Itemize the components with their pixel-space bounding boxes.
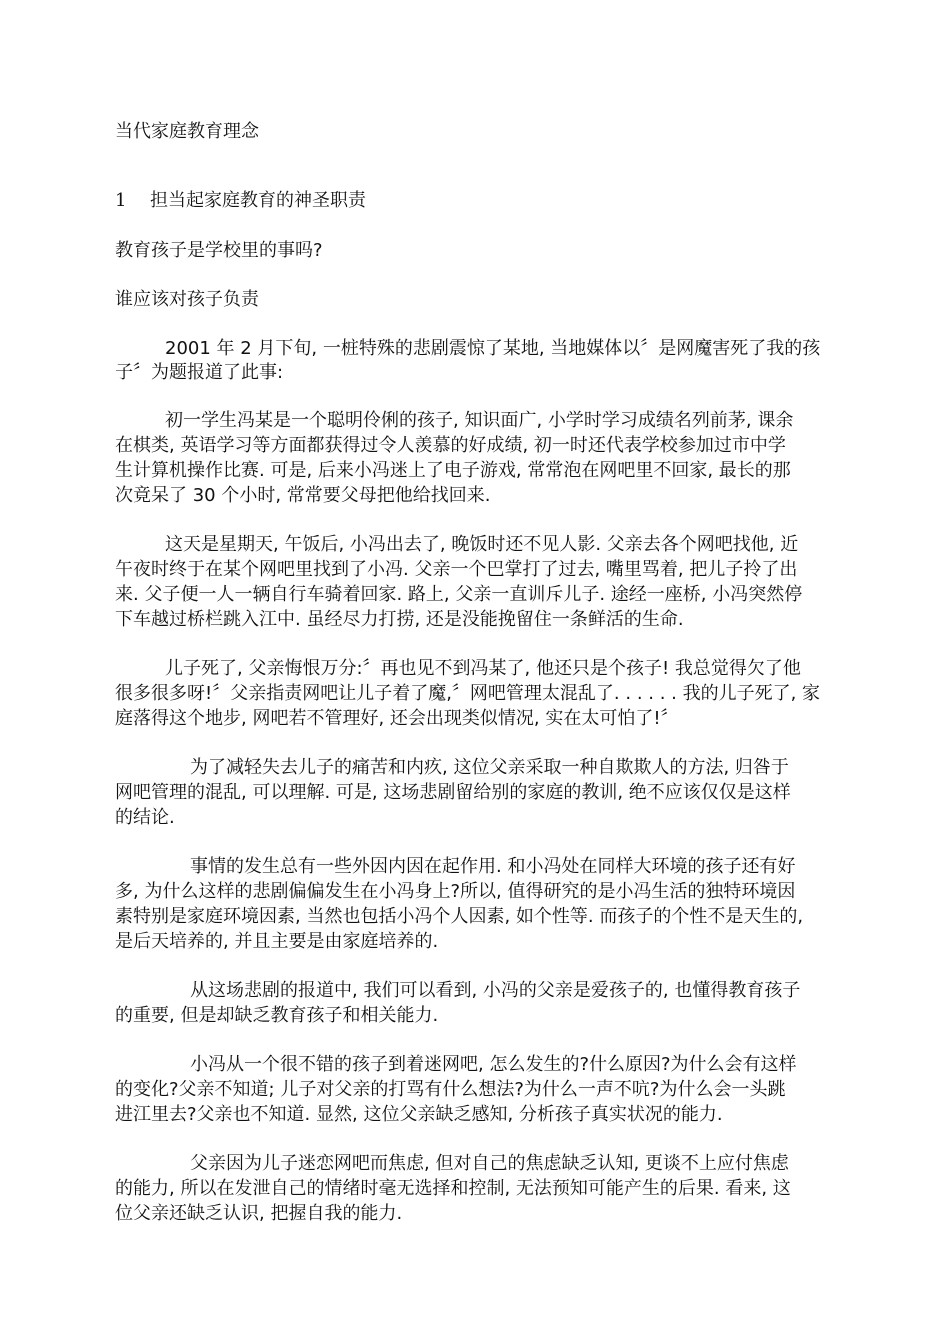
paragraph-line: 网吧管理的混乱, 可以理解. 可是, 这场悲剧留给别的家庭的教训, 绝不应该仅仅是这样 bbox=[115, 782, 791, 803]
paragraph-line: 次竟呆了 30 个小时, 常常要父母把他给找回来. bbox=[115, 485, 491, 506]
paragraph-line: 初一学生冯某是一个聪明伶俐的孩子, 知识面广, 小学时学习成绩名列前茅, 课余 bbox=[165, 410, 794, 431]
paragraph-line: 这天是星期天, 午饭后, 小冯出去了, 晚饭时还不见人影. 父亲去各个网吧找他, 近 bbox=[165, 534, 799, 555]
section-title: 担当起家庭教育的神圣职责 bbox=[150, 190, 366, 211]
paragraph-line: 午夜时终于在某个网吧里找到了小冯. 父亲一个巴掌打了过去, 嘴里骂着, 把儿子拎了出 bbox=[115, 559, 798, 580]
paragraph-line: 位父亲还缺乏认识, 把握自我的能力. bbox=[115, 1203, 403, 1224]
paragraph-line: 2001 年 2 月下旬, 一桩特殊的悲剧震惊了某地, 当地媒体以〞是网魔害死了我的孩 bbox=[165, 338, 821, 359]
paragraph-line: 父亲因为儿子迷恋网吧而焦虑, 但对自己的焦虑缺乏认知, 更谈不上应付焦虑 bbox=[190, 1153, 789, 1174]
paragraph-line: 子〞为题报道了此事: bbox=[115, 362, 284, 383]
paragraph-line: 很多很多呀!〞父亲指责网吧让儿子着了魔,〞网吧管理太混乱了. . . . . . 我的儿子死了, 家 bbox=[115, 683, 821, 704]
paragraph-line: 的变化?父亲不知道; 儿子对父亲的打骂有什么想法?为什么一声不吭?为什么会一头跳 bbox=[115, 1079, 786, 1100]
paragraph-line: 下车越过桥栏跳入江中. 虽经尽力打捞, 还是没能挽留住一条鲜活的生命. bbox=[115, 609, 684, 630]
paragraph-line: 的结论. bbox=[115, 807, 175, 828]
paragraph-line: 小冯从一个很不错的孩子到着迷网吧, 怎么发生的?什么原因?为什么会有这样 bbox=[190, 1054, 797, 1075]
paragraph-line: 是后天培养的, 并且主要是由家庭培养的. bbox=[115, 931, 439, 952]
paragraph-line: 从这场悲剧的报道中, 我们可以看到, 小冯的父亲是爱孩子的, 也懂得教育孩子 bbox=[190, 980, 801, 1001]
paragraph-line: 儿子死了, 父亲悔恨万分:〞再也见不到冯某了, 他还只是个孩子! 我总觉得欠了他 bbox=[165, 658, 801, 679]
paragraph-line: 的能力, 所以在发泄自己的情绪时毫无选择和控制, 无法预知可能产生的后果. 看来, 这 bbox=[115, 1178, 791, 1199]
subheading: 教育孩子是学校里的事吗? bbox=[115, 240, 323, 261]
paragraph-line: 来. 父子便一人一辆自行车骑着回家. 路上, 父亲一直训斥儿子. 途经一座桥, 小冯突然停 bbox=[115, 584, 803, 605]
section-number: 1 bbox=[115, 190, 127, 211]
paragraph-line: 的重要, 但是却缺乏教育孩子和相关能力. bbox=[115, 1005, 439, 1026]
paragraph-line: 为了减轻失去儿子的痛苦和内疚, 这位父亲采取一种自欺欺人的方法, 归咎于 bbox=[190, 757, 789, 778]
paragraph-line: 素特别是家庭环境因素, 当然也包括小冯个人因素, 如个性等. 而孩子的个性不是天生的, bbox=[115, 906, 804, 927]
paragraph-line: 进江里去?父亲也不知道. 显然, 这位父亲缺乏感知, 分析孩子真实状况的能力. bbox=[115, 1104, 723, 1125]
paragraph-line: 事情的发生总有一些外因内因在起作用. 和小冯处在同样大环境的孩子还有好 bbox=[190, 856, 796, 877]
document-title: 当代家庭教育理念 bbox=[115, 121, 259, 142]
paragraph-line: 在棋类, 英语学习等方面都获得过令人羡慕的好成绩, 初一时还代表学校参加过市中学 bbox=[115, 435, 786, 456]
paragraph-line: 生计算机操作比赛. 可是, 后来小冯迷上了电子游戏, 常常泡在网吧里不回家, 最长的那 bbox=[115, 460, 791, 481]
paragraph-line: 多, 为什么这样的悲剧偏偏发生在小冯身上?所以, 值得研究的是小冯生活的独特环境因 bbox=[115, 881, 796, 902]
subheading: 谁应该对孩子负责 bbox=[115, 289, 259, 310]
paragraph-line: 庭落得这个地步, 网吧若不管理好, 还会出现类似情况, 实在太可怕了!〞 bbox=[115, 708, 679, 729]
